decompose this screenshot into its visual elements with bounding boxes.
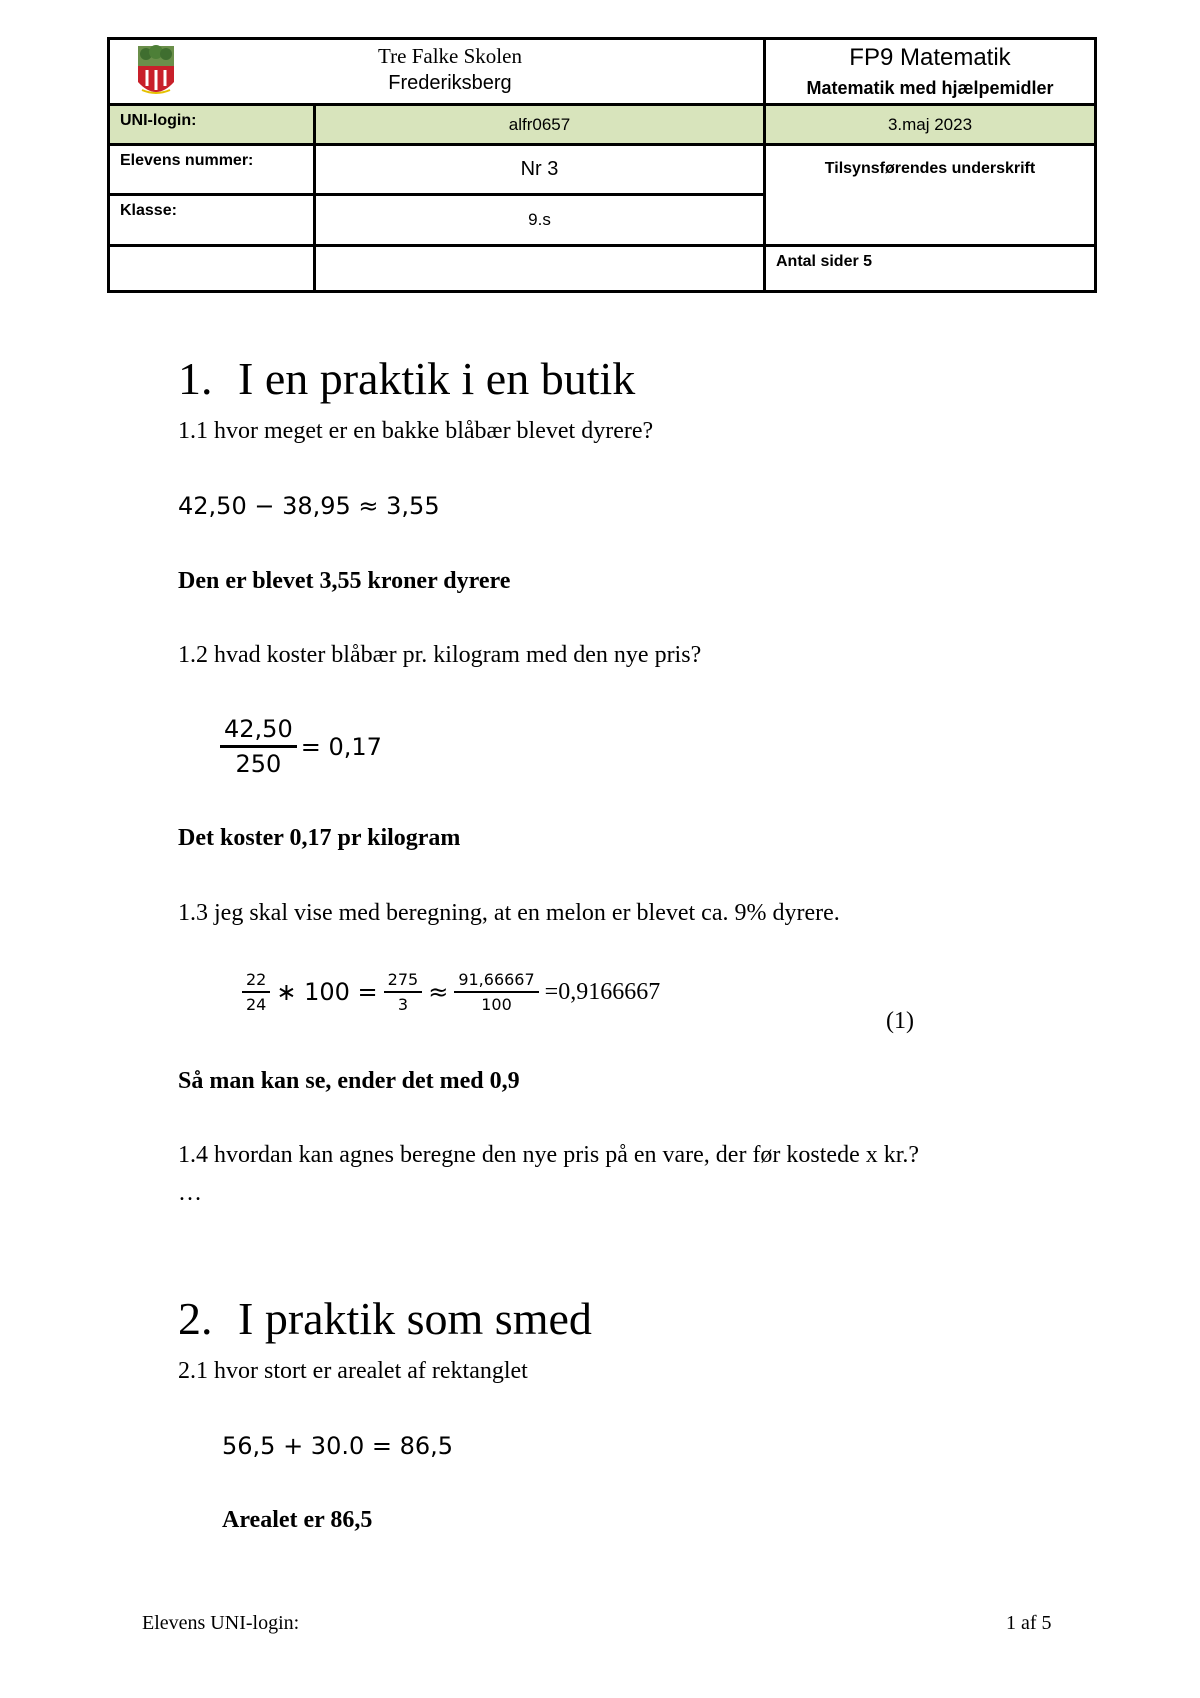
supervisor-signature-label: Tilsynsførendes underskrift	[824, 160, 1036, 177]
footer-uni-login: Elevens UNI-login:	[142, 1612, 300, 1634]
fraction-denominator: 24	[246, 995, 267, 1014]
empty-cell-middle	[316, 247, 766, 290]
math-1-3-approx: ≈	[428, 978, 449, 1006]
math-1-2-result: = 0,17	[300, 732, 382, 761]
math-1-3-result: =0,9166667	[544, 978, 661, 1005]
fraction-numerator: 22	[242, 970, 270, 993]
signature-cell	[766, 146, 1094, 247]
uni-login-value: alfr0657	[316, 106, 766, 146]
fraction-numerator: 91,66667	[454, 970, 538, 993]
fraction-1-3-a	[242, 970, 270, 1014]
class-value: 9.s	[316, 196, 766, 247]
answer-1-1: Den er blevet 3,55 kroner dyrere	[178, 568, 511, 594]
empty-cell-left	[110, 247, 316, 290]
footer-page-number: 1 af 5	[1006, 1612, 1052, 1634]
question-1-2: 1.2 hvad koster blåbær pr. kilogram med den nye pris?	[178, 642, 702, 668]
fraction-denominator: 250	[235, 750, 282, 778]
subject-subtitle: Matematik med hjælpemidler	[806, 78, 1054, 98]
exam-date: 3.maj 2023	[766, 106, 1094, 146]
page-count-label: Antal sider 5	[776, 253, 873, 270]
question-2-1: 2.1 hvor stort er arealet af rektanglet	[178, 1358, 528, 1384]
section-1-heading: I en praktik i en butik	[238, 353, 636, 404]
math-1-1: 42,50 − 38,95 ≈ 3,55	[178, 492, 440, 520]
fraction-numerator: 275	[384, 970, 423, 993]
answer-2-1: Arealet er 86,5	[222, 1507, 373, 1533]
section-2-heading: I praktik som smed	[238, 1293, 592, 1344]
question-1-4-ellipsis: …	[178, 1180, 202, 1206]
question-1-4: 1.4 hvordan kan agnes beregne den nye pris på en vare, der før kostede x kr.?	[178, 1142, 920, 1168]
student-number-label: Elevens nummer:	[110, 146, 316, 196]
class-label: Klasse:	[110, 196, 316, 247]
equation-number: (1)	[886, 1008, 914, 1034]
uni-login-label: UNI-login:	[110, 106, 316, 146]
answer-1-2: Det koster 0,17 pr kilogram	[178, 825, 461, 851]
fraction-1-3-c	[454, 970, 538, 1014]
fraction-1-2	[220, 715, 297, 778]
school-crest-icon	[132, 44, 180, 100]
section-1-number: 1.	[178, 353, 213, 404]
question-1-1: 1.1 hvor meget er en bakke blåbær blevet dyrere?	[178, 418, 654, 444]
math-1-2	[220, 715, 382, 778]
school-name: Tre Falke Skolen	[378, 44, 522, 68]
math-1-3	[242, 970, 660, 1014]
fraction-denominator: 100	[481, 995, 512, 1014]
school-cell	[110, 40, 766, 106]
subject-cell	[766, 40, 1094, 106]
question-1-3: 1.3 jeg skal vise med beregning, at en melon er blevet ca. 9% dyrere.	[178, 900, 840, 926]
math-2-1: 56,5 + 30.0 = 86,5	[222, 1432, 454, 1460]
math-1-3-times: ∗ 100 =	[276, 978, 378, 1006]
fraction-1-3-b	[384, 970, 423, 1014]
fraction-denominator: 3	[397, 995, 409, 1014]
exam-header-table	[107, 37, 1097, 293]
student-number-value: Nr 3	[316, 146, 766, 196]
subject-title: FP9 Matematik	[849, 44, 1011, 71]
answer-1-3: Så man kan se, ender det med 0,9	[178, 1068, 520, 1094]
section-2-number: 2.	[178, 1293, 213, 1344]
school-city: Frederiksberg	[388, 72, 512, 94]
fraction-numerator: 42,50	[220, 715, 297, 748]
